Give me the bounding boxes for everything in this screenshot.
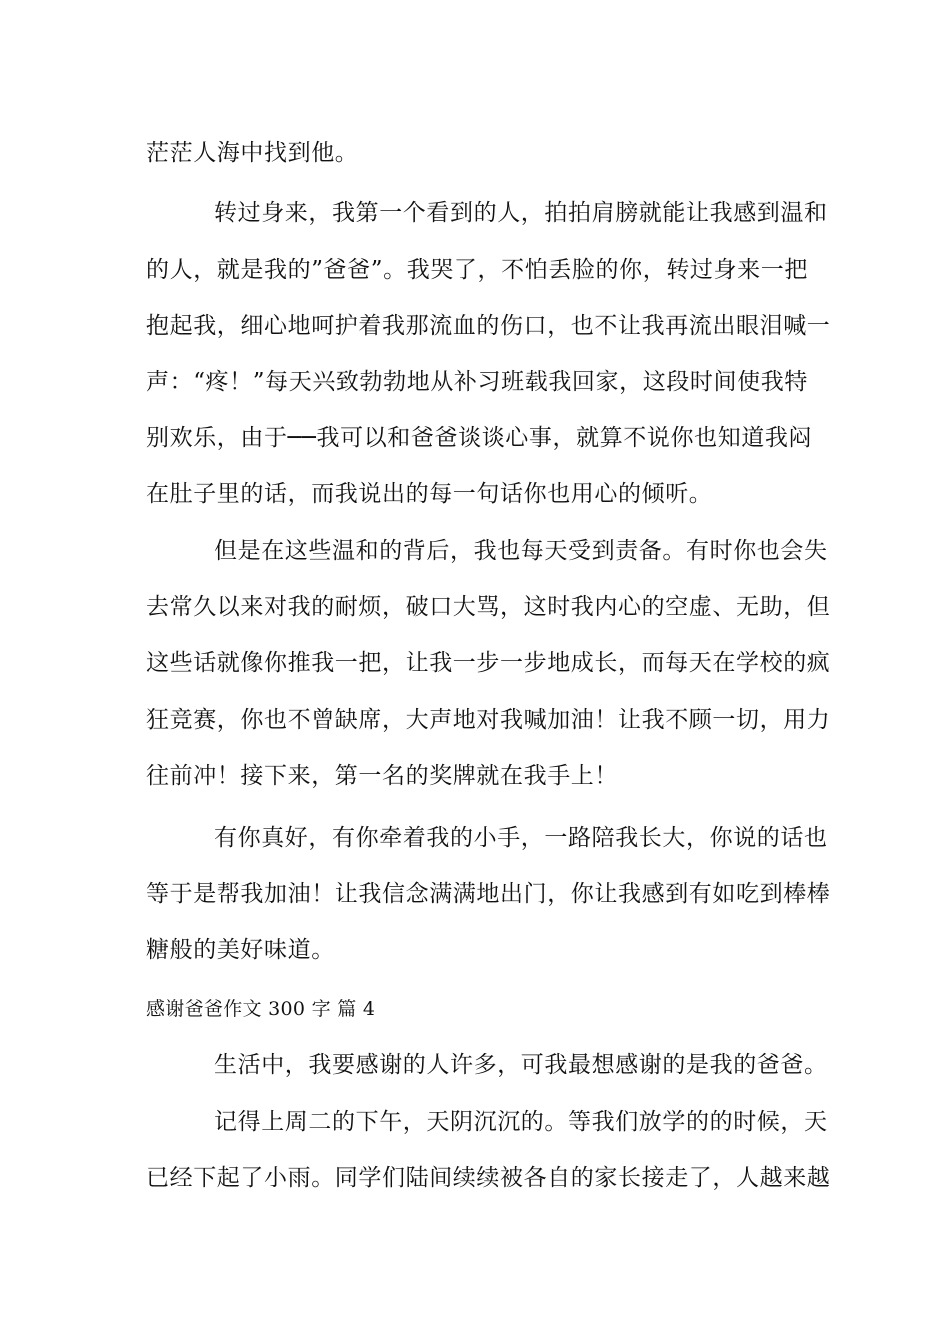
paragraph-line-19: 已经下起了小雨。同学们陆间续续被各自的家长接走了，人越来越 <box>146 1165 831 1191</box>
paragraph-line-10: 这些话就像你推我一把，让我一步一步地成长，而每天在学校的疯 <box>146 650 831 676</box>
paragraph-line-14: 等于是帮我加油！让我信念满满地出门，你让我感到有如吃到棒棒 <box>146 881 831 907</box>
paragraph-line-4: 抱起我，细心地呵护着我那流血的伤口，也不让我再流出眼泪喊一 <box>146 313 831 339</box>
paragraph-line-3: 的人，就是我的”爸爸”。我哭了，不怕丢脸的你，转过身来一把 <box>146 257 808 283</box>
paragraph-line-1: 茫茫人海中找到他。 <box>146 140 359 166</box>
paragraph-line-11: 狂竞赛，你也不曾缺席，大声地对我喊加油！让我不顾一切，用力 <box>146 707 831 733</box>
paragraph-line-9: 去常久以来对我的耐烦，破口大骂，这时我内心的空虚、无助，但 <box>146 594 831 620</box>
paragraph-line-12: 往前冲！接下来，第一名的奖牌就在我手上！ <box>146 763 618 789</box>
paragraph-line-6: 别欢乐，由于──我可以和爸爸谈谈心事，就算不说你也知道我闷 <box>146 425 813 451</box>
paragraph-line-17: 生活中，我要感谢的人许多，可我最想感谢的是我的爸爸。 <box>214 1052 828 1078</box>
paragraph-line-5: 声：“疼！”每天兴致勃勃地从补习班载我回家，这段时间使我特 <box>146 369 808 395</box>
paragraph-line-2: 转过身来，我第一个看到的人，拍拍肩膀就能让我感到温和 <box>214 200 828 226</box>
paragraph-line-8: 但是在这些温和的背后，我也每天受到责备。有时你也会失 <box>214 538 828 564</box>
section-heading: 感谢爸爸作文 300 字 篇 4 <box>146 998 376 1020</box>
paragraph-line-13: 有你真好，有你牵着我的小手，一路陪我长大，你说的话也 <box>214 825 828 851</box>
paragraph-line-18: 记得上周二的下午，天阴沉沉的。等我们放学的的时候，天 <box>214 1109 828 1135</box>
paragraph-line-15: 糖般的美好味道。 <box>146 937 335 963</box>
paragraph-line-7: 在肚子里的话，而我说出的每一句话你也用心的倾听。 <box>146 481 713 507</box>
